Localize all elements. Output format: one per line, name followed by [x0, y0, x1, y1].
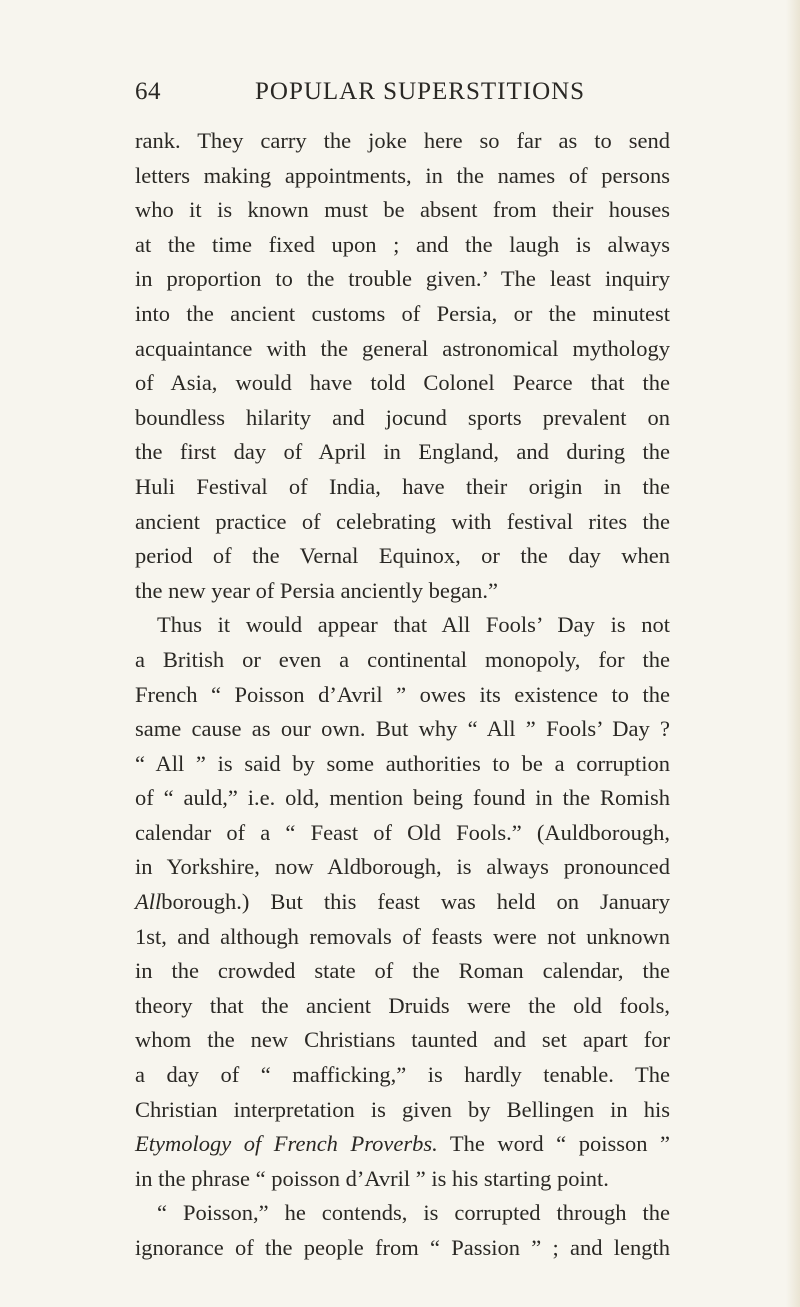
text-line: into the ancient customs of Persia, or the minutest: [135, 300, 670, 326]
text-line: 1st, and although removals of feasts were not unknown: [135, 923, 670, 949]
text-line-with-italic: [135, 1127, 670, 1162]
text-line: a British or even a continental monopoly, for the: [135, 646, 670, 672]
paragraph-start-line: Thus it would appear that All Fools’ Day is not: [157, 612, 670, 638]
text-line: Christian interpretation is given by Bellingen in his: [135, 1096, 670, 1122]
line-remainder: borough.) But this feast was held on January: [161, 889, 670, 915]
text-line: rank. They carry the joke here so far as to send: [135, 128, 670, 153]
text-line: “ All ” is said by some authorities to be a corruption: [135, 750, 670, 776]
text-line: who it is known must be absent from their houses: [135, 197, 670, 223]
text-line: of “ auld,” i.e. old, mention being found in the Romish: [135, 785, 670, 811]
paragraph-start-line: “ Poisson,” he contends, is corrupted through the: [157, 1200, 670, 1226]
text-line: ancient practice of celebrating with festival rites the: [135, 508, 670, 534]
text-line: whom the new Christians taunted and set apart for: [135, 1027, 670, 1053]
text-line: in proportion to the trouble given.’ The least inquiry: [135, 266, 670, 292]
text-line-with-italic: [135, 885, 670, 920]
text-line: calendar of a “ Feast of Old Fools.” (Auldborough,: [135, 819, 670, 845]
italic-word: All: [135, 889, 162, 915]
book-title-italic: Etymology of French Proverbs.: [135, 1131, 438, 1157]
line-remainder: The word “ poisson ”: [437, 1131, 670, 1157]
paragraph-end-line: in the phrase “ poisson d’Avril ” is his starting point.: [135, 1165, 609, 1191]
text-line: of Asia, would have told Colonel Pearce that the: [135, 370, 670, 396]
text-line: same cause as our own. But why “ All ” Fools’ Day ?: [135, 716, 670, 742]
text-line: ignorance of the people from “ Passion ” ; and length: [135, 1235, 670, 1260]
page-edge-shade: [786, 0, 800, 1307]
running-title: POPULAR SUPERSTITIONS: [255, 78, 586, 105]
text-line: a day of “ mafficking,” is hardly tenable. The: [135, 1062, 670, 1088]
page-number: 64: [135, 78, 161, 105]
text-line: the first day of April in England, and during the: [135, 439, 670, 465]
text-line: period of the Vernal Equinox, or the day when: [135, 543, 670, 569]
paragraph-end-line: the new year of Persia anciently began.”: [135, 577, 498, 603]
text-line: Huli Festival of India, have their origin in the: [135, 473, 670, 499]
text-line: boundless hilarity and jocund sports prevalent on: [135, 404, 670, 430]
text-line: French “ Poisson d’Avril ” owes its existence to the: [135, 681, 670, 707]
text-line: in the crowded state of the Roman calendar, the: [135, 958, 670, 984]
text-line: in Yorkshire, now Aldborough, is always pronounced: [135, 854, 670, 880]
text-line: theory that the ancient Druids were the old fools,: [135, 992, 670, 1018]
body-text: [135, 124, 670, 1266]
running-head: [135, 78, 670, 112]
text-line: acquaintance with the general astronomical mythology: [135, 335, 670, 361]
text-line: letters making appointments, in the names of persons: [135, 162, 670, 188]
text-line: at the time fixed upon ; and the laugh is always: [135, 231, 670, 257]
